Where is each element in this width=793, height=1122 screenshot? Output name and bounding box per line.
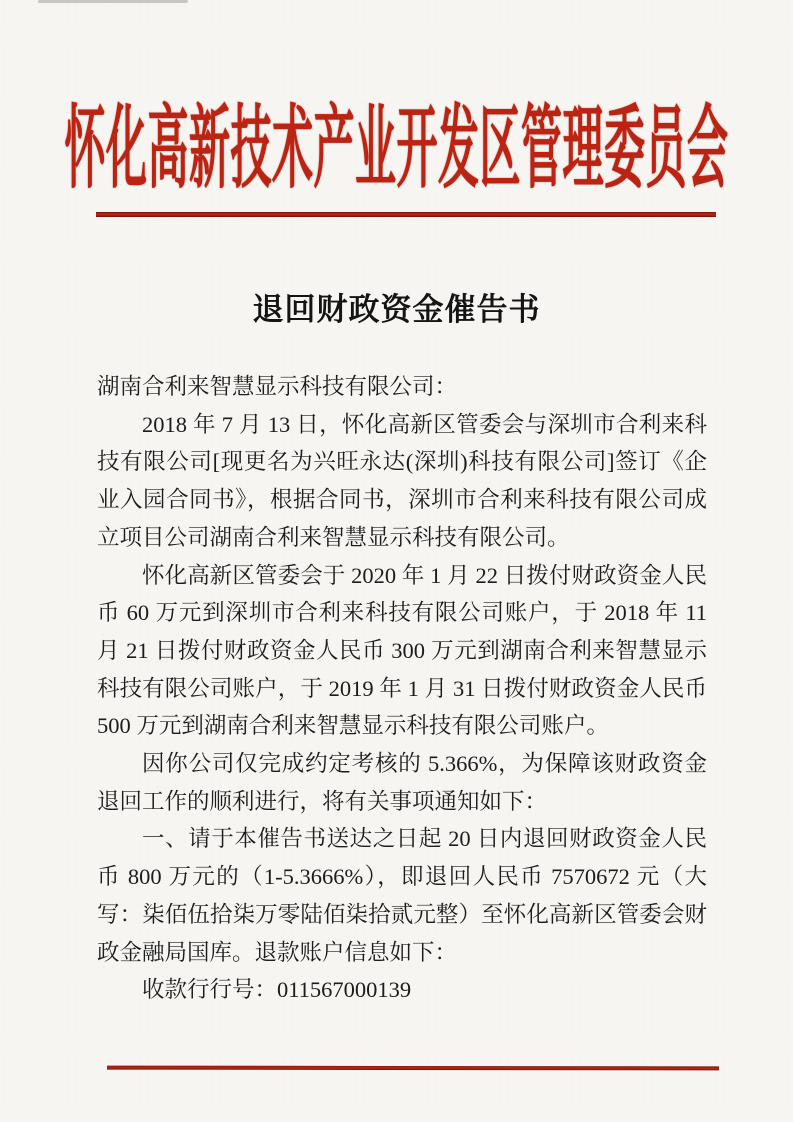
scan-artifact bbox=[38, 0, 188, 3]
letterhead-divider-rule bbox=[96, 212, 716, 217]
bank-number-value: 011567000139 bbox=[277, 977, 412, 1003]
paragraph-fund-disbursements: 怀化高新区管委会于 2020 年 1 月 22 日拨付财政资金人民币 60 万元到深圳市合利来科技有限公司账户，于 2018 年 11 月 21 日拨付财政资金人民币 300 万元到湖南合利来智慧显示科技有限公司账户，于 2019 年 1 月 31 日拨付财政资金人民币 500 万元到湖南合利来智慧显示科技有限公司账户。 bbox=[97, 562, 707, 739]
account-info-line bbox=[97, 971, 707, 1009]
document-title: 退回财政资金催告书 bbox=[252, 292, 541, 327]
paragraph-assessment-result: 因你公司仅完成约定考核的 5.366%，为保障该财政资金退回工作的顺利进行，将有关事项通知如下： bbox=[97, 751, 707, 814]
bank-number-label: 收款行行号： bbox=[142, 977, 278, 1003]
paragraph-refund-demand: 一、请于本催告书送达之日起 20 日内退回财政资金人民币 800 万元的（1-5.3666%），即退回人民币 7570672 元（大写：柒佰伍拾柒万零陆佰柒拾贰元整）至怀化高新区管委会财政金融局国库。退款账户信息如下： bbox=[97, 826, 707, 965]
paragraph-contract-signing: 2018 年 7 月 13 日，怀化高新区管委会与深圳市合利来科技有限公司[现更名为兴旺永达(深圳)科技有限公司]签订《企业入园合同书》，根据合同书，深圳市合利来科技有限公司成立项目公司湖南合利来智慧显示科技有限公司。 bbox=[97, 411, 707, 550]
footer-divider-rule bbox=[107, 1066, 719, 1071]
agency-letterhead-title: 怀化高新技术产业开发区管理委员会 bbox=[64, 97, 729, 199]
salutation-line: 湖南合利来智慧显示科技有限公司： bbox=[97, 374, 458, 399]
letter-body bbox=[97, 368, 707, 1009]
